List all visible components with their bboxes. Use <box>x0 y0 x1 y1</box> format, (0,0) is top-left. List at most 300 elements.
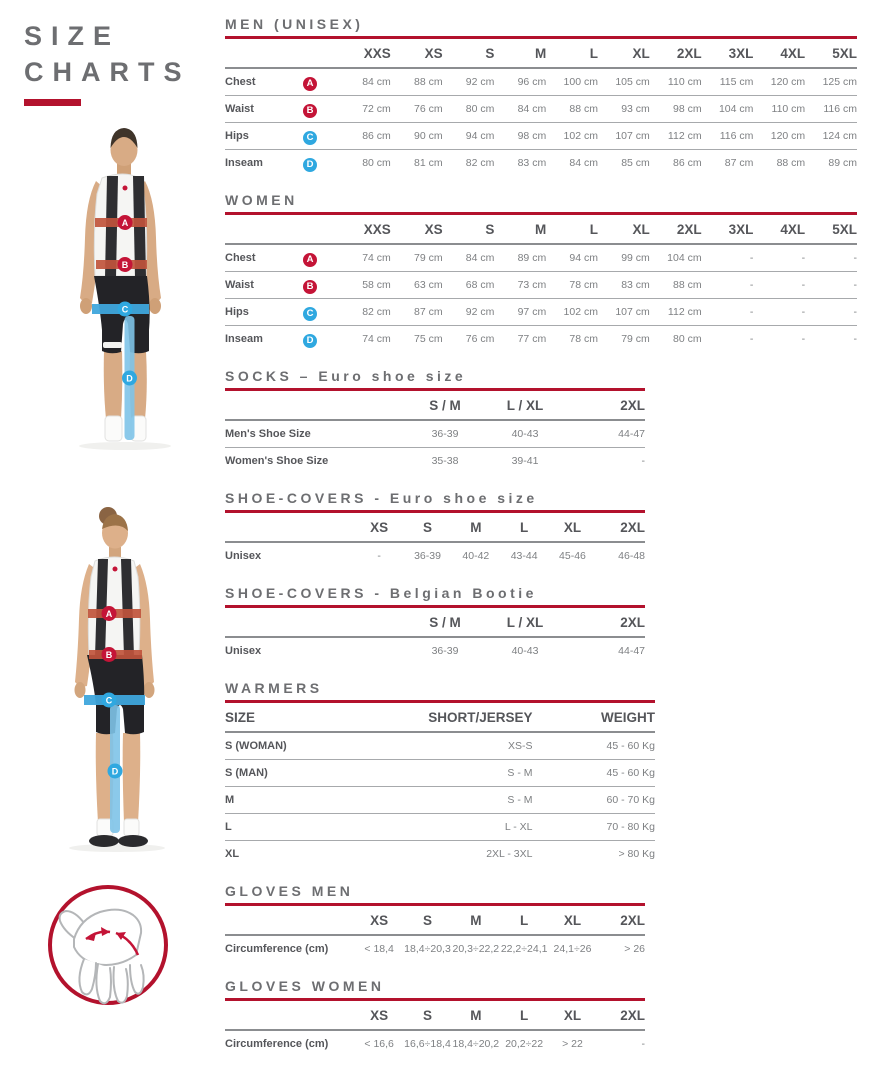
figure-left-sock <box>105 416 122 441</box>
value-cell: 58 cm <box>339 272 391 299</box>
value-cell: 90 cm <box>391 123 443 150</box>
column-header-m: M <box>452 907 500 935</box>
value-cell: 104 cm <box>650 244 702 272</box>
value-cell: 80 cm <box>672 333 702 345</box>
figure-shadow <box>79 442 171 450</box>
section-title-gloves-women: GLOVES WOMEN <box>225 978 385 994</box>
value-cell: 94 cm <box>546 244 598 272</box>
column-header-xl: XL <box>548 1002 596 1030</box>
column-header-label <box>225 216 303 244</box>
column-header-xl: XL <box>548 907 596 935</box>
row-label: S (MAN) <box>225 760 410 787</box>
column-header-l: L <box>546 216 598 244</box>
column-header-s-m: S / M <box>405 392 485 420</box>
value-cell: 112 cm <box>650 299 702 326</box>
row-label: Inseam <box>225 333 263 345</box>
value-cell: 46-48 <box>618 550 645 562</box>
table-row <box>225 760 655 787</box>
value-cell: 93 cm <box>598 96 650 123</box>
column-header-l-xl: L / XL <box>485 609 565 637</box>
row-label: XL <box>225 848 240 860</box>
header-row <box>225 514 645 542</box>
value-cell: - <box>702 299 754 326</box>
value-cell: 44-47 <box>565 420 645 448</box>
table-row <box>225 96 857 123</box>
section-shoecovers-euro <box>225 490 645 569</box>
value-cell: 87 cm <box>724 157 754 169</box>
value-cell: 94 cm <box>443 123 495 150</box>
figure-left-leg <box>104 351 123 419</box>
column-header-2xl: 2XL <box>597 1002 645 1030</box>
header-row <box>225 392 645 420</box>
value-cell: L - XL <box>410 814 533 841</box>
value-cell: 105 cm <box>598 68 650 96</box>
row-label: Circumference (cm) <box>225 1038 329 1050</box>
value-cell: 39-41 <box>511 455 539 467</box>
column-header-s: S <box>403 1002 451 1030</box>
figure-right-hand <box>149 298 161 314</box>
value-cell: 40-43 <box>511 645 539 657</box>
table-row <box>225 732 655 760</box>
section-men <box>225 16 857 176</box>
value-cell: 97 cm <box>494 299 546 326</box>
measure-badge-a-icon: A <box>303 253 317 267</box>
row-label: M <box>225 787 410 814</box>
value-cell: > 80 Kg <box>618 848 655 860</box>
column-header-label <box>225 514 355 542</box>
value-cell: 24,1÷26 <box>553 943 592 955</box>
column-header-s: S <box>403 514 451 542</box>
value-cell: - <box>641 455 645 467</box>
hand-finger-4 <box>130 965 144 994</box>
value-cell: - <box>753 244 805 272</box>
row-label: Chest <box>225 244 303 272</box>
row-label: Circumference (cm) <box>225 943 329 955</box>
row-label: Inseam <box>225 157 263 169</box>
section-rule <box>225 998 645 1001</box>
value-cell: 76 cm <box>391 96 443 123</box>
value-cell: 74 cm <box>362 333 391 345</box>
value-cell: 85 cm <box>621 157 650 169</box>
figure-right-leg <box>123 733 141 823</box>
value-cell: 18,4÷20,3 <box>404 943 451 955</box>
value-cell: 20,2÷22 <box>505 1038 544 1050</box>
header-row <box>225 216 857 244</box>
table-row <box>225 420 645 448</box>
column-header-label <box>225 40 303 68</box>
column-header-l: L <box>500 514 548 542</box>
size-table-gloves-men <box>225 907 645 962</box>
column-header-3xl: 3XL <box>702 216 754 244</box>
value-cell: 78 cm <box>569 333 598 345</box>
value-cell: 100 cm <box>546 68 598 96</box>
figure-right-shoe <box>118 835 148 847</box>
value-cell: 88 cm <box>546 96 598 123</box>
row-label: Unisex <box>225 550 262 562</box>
column-header-2xl: 2XL <box>597 907 645 935</box>
column-header-xl: XL <box>598 40 650 68</box>
value-cell: 92 cm <box>443 68 495 96</box>
value-cell: 2XL - 3XL <box>486 848 533 860</box>
table-row <box>225 272 857 299</box>
value-cell: 115 cm <box>702 68 754 96</box>
value-cell: 84 cm <box>443 244 495 272</box>
section-gloves-men <box>225 883 645 962</box>
value-cell: 84 cm <box>339 68 391 96</box>
measure-badge-d-icon: D <box>303 158 317 172</box>
column-header-m: M <box>452 514 500 542</box>
value-cell: 80 cm <box>362 157 391 169</box>
value-cell: 99 cm <box>598 244 650 272</box>
value-cell: < 16,6 <box>364 1038 394 1050</box>
figure-neck <box>109 547 121 558</box>
value-cell: 78 cm <box>546 272 598 299</box>
value-cell: 60 - 70 Kg <box>533 787 656 814</box>
row-label: Men's Shoe Size <box>225 420 405 448</box>
section-title-men: MEN (UNISEX) <box>225 16 364 32</box>
column-header-s: S <box>403 907 451 935</box>
size-table-shoecovers-euro <box>225 514 645 569</box>
column-header-l: L <box>546 40 598 68</box>
value-cell: 43-44 <box>510 550 538 562</box>
figure-badge-a-label: A <box>105 608 113 619</box>
value-cell: 79 cm <box>621 333 650 345</box>
section-warmers <box>225 680 655 867</box>
badge-cell <box>303 96 339 123</box>
value-cell: 88 cm <box>776 157 806 169</box>
column-header-l: L <box>500 907 548 935</box>
left-sidebar <box>24 18 219 777</box>
table-row <box>225 542 645 569</box>
section-title-shoecovers-euro: SHOE-COVERS - Euro shoe size <box>225 490 538 506</box>
value-cell: - <box>702 244 754 272</box>
page-title-line2: CHARTS <box>24 57 191 87</box>
value-cell: - <box>377 550 381 562</box>
value-cell: 84 cm <box>569 157 598 169</box>
figure-right-sock <box>124 819 139 836</box>
value-cell: 110 cm <box>650 68 702 96</box>
value-cell: 70 - 80 Kg <box>533 814 656 841</box>
value-cell: 75 cm <box>414 333 443 345</box>
column-header-xs: XS <box>391 40 443 68</box>
value-cell: 18,4÷20,2 <box>452 1038 500 1050</box>
section-title-warmers: WARMERS <box>225 680 323 696</box>
value-cell: 96 cm <box>494 68 546 96</box>
column-header-label <box>225 392 405 420</box>
value-cell: 40-42 <box>462 550 490 562</box>
size-table-warmers <box>225 704 655 867</box>
column-header-short-jersey: SHORT/JERSEY <box>410 704 533 732</box>
value-cell: - <box>805 244 857 272</box>
column-header-2xl: 2XL <box>597 514 645 542</box>
table-row <box>225 244 857 272</box>
row-label: L <box>225 814 410 841</box>
value-cell: 107 cm <box>598 123 650 150</box>
value-cell: 82 cm <box>465 157 495 169</box>
section-title-gloves-men: GLOVES MEN <box>225 883 354 899</box>
male-figure-illustration <box>28 118 218 453</box>
column-header-s: S <box>443 216 495 244</box>
hand-finger-1 <box>79 959 96 994</box>
column-header-2xl: 2XL <box>650 216 702 244</box>
value-cell: 36-39 <box>431 645 459 657</box>
row-label: Women's Shoe Size <box>225 455 329 467</box>
column-header-2xl: 2XL <box>565 392 645 420</box>
section-title-socks: SOCKS – Euro shoe size <box>225 368 467 384</box>
value-cell: 45 - 60 Kg <box>533 760 656 787</box>
size-tables-column <box>225 16 857 1073</box>
value-cell: 102 cm <box>546 123 598 150</box>
column-header-weight: WEIGHT <box>533 704 656 732</box>
header-row <box>225 40 857 68</box>
jersey-logo-icon <box>123 186 128 191</box>
female-figure-illustration <box>24 503 209 855</box>
measure-badge-c-icon: C <box>303 131 317 145</box>
value-cell: 77 cm <box>517 333 547 345</box>
badge-cell <box>303 299 339 326</box>
value-cell: > 22 <box>562 1038 583 1050</box>
value-cell: 86 cm <box>339 123 391 150</box>
value-cell: 84 cm <box>494 96 546 123</box>
value-cell: 80 cm <box>443 96 495 123</box>
size-table-men <box>225 40 857 176</box>
column-header-label: SIZE <box>225 704 410 732</box>
value-cell: 116 cm <box>805 96 857 123</box>
column-header-4xl: 4XL <box>753 40 805 68</box>
value-cell: - <box>805 272 857 299</box>
figure-badge-a-label: A <box>121 217 129 228</box>
value-cell: - <box>853 333 857 345</box>
column-header-xs: XS <box>355 1002 403 1030</box>
shorts-hem-band <box>103 342 122 348</box>
figure-left-shoe <box>89 835 119 847</box>
column-header-l: L <box>500 1002 548 1030</box>
value-cell: - <box>641 1038 645 1050</box>
value-cell: 68 cm <box>443 272 495 299</box>
figure-badge-d-label: D <box>111 766 119 777</box>
badge-cell <box>303 326 339 353</box>
figure-right-hand <box>144 682 155 698</box>
section-rule <box>225 903 645 906</box>
column-header-5xl: 5XL <box>805 216 857 244</box>
badge-cell <box>303 272 339 299</box>
value-cell: 40-43 <box>485 420 565 448</box>
value-cell: 16,6÷18,4 <box>404 1038 451 1050</box>
column-header-l-xl: L / XL <box>485 392 565 420</box>
value-cell: 72 cm <box>339 96 391 123</box>
value-cell: - <box>801 333 806 345</box>
measure-badge-b-icon: B <box>303 280 317 294</box>
value-cell: S - M <box>410 760 533 787</box>
column-header-xs: XS <box>391 216 443 244</box>
value-cell: 20,3÷22,2 <box>452 943 500 955</box>
value-cell: 88 cm <box>650 272 702 299</box>
figure-shadow <box>69 844 165 852</box>
header-row <box>225 609 645 637</box>
value-cell: > 26 <box>624 943 645 955</box>
value-cell: - <box>753 272 805 299</box>
value-cell: 98 cm <box>650 96 702 123</box>
value-cell: 82 cm <box>339 299 391 326</box>
table-row <box>225 150 857 177</box>
glove-measurement-icon <box>38 875 178 1020</box>
section-rule <box>225 605 645 608</box>
value-cell: 120 cm <box>753 123 805 150</box>
value-cell: 92 cm <box>443 299 495 326</box>
column-header-4xl: 4XL <box>753 216 805 244</box>
size-table-gloves-women <box>225 1002 645 1057</box>
value-cell: 45-46 <box>559 550 586 562</box>
header-row <box>225 704 655 732</box>
header-row <box>225 1002 645 1030</box>
column-header-xs: XS <box>355 514 403 542</box>
value-cell: 88 cm <box>391 68 443 96</box>
measure-badge-d-icon: D <box>303 334 317 348</box>
hand-palm <box>74 910 141 965</box>
value-cell: 76 cm <box>465 333 495 345</box>
column-header-xxs: XXS <box>339 40 391 68</box>
section-rule <box>225 700 655 703</box>
value-cell: - <box>753 299 805 326</box>
column-header-spacer <box>303 40 339 68</box>
figure-left-hand <box>75 682 86 698</box>
value-cell: 83 cm <box>598 272 650 299</box>
jersey-logo-icon <box>113 567 118 572</box>
column-header-5xl: 5XL <box>805 40 857 68</box>
figure-badge-b-label: B <box>121 259 129 270</box>
value-cell: 86 cm <box>672 157 702 169</box>
size-table-shoecovers-belgian <box>225 609 645 664</box>
size-table-women <box>225 216 857 352</box>
page-title-line1: SIZE <box>24 21 121 51</box>
measure-badge-b-icon: B <box>303 104 317 118</box>
badge-cell <box>303 244 339 272</box>
column-header-label <box>225 1002 355 1030</box>
figure-badge-d-label: D <box>126 373 133 384</box>
value-cell: XS-S <box>410 732 533 760</box>
table-row <box>225 1030 645 1057</box>
value-cell: 36-39 <box>414 550 441 562</box>
column-header-m: M <box>452 1002 500 1030</box>
figure-badge-c-label: C <box>105 695 113 706</box>
figure-left-hand <box>80 298 92 314</box>
figure-badge-c-label: C <box>121 304 129 315</box>
section-shoecovers-belgian <box>225 585 645 664</box>
value-cell: 116 cm <box>702 123 754 150</box>
value-cell: 22,2÷24,1 <box>500 943 548 955</box>
value-cell: - <box>702 272 754 299</box>
section-rule <box>225 212 857 215</box>
value-cell: 124 cm <box>805 123 857 150</box>
column-header-2xl: 2XL <box>650 40 702 68</box>
value-cell: 89 cm <box>494 244 546 272</box>
table-row <box>225 68 857 96</box>
value-cell: 79 cm <box>391 244 443 272</box>
table-row <box>225 637 645 664</box>
column-header-s: S <box>443 40 495 68</box>
row-label: Chest <box>225 68 303 96</box>
value-cell: 102 cm <box>546 299 598 326</box>
value-cell: 104 cm <box>702 96 754 123</box>
value-cell: 107 cm <box>598 299 650 326</box>
badge-cell <box>303 68 339 96</box>
measure-badge-c-icon: C <box>303 307 317 321</box>
value-cell: S - M <box>410 787 533 814</box>
value-cell: - <box>805 299 857 326</box>
table-row <box>225 448 645 475</box>
column-header-xl: XL <box>598 216 650 244</box>
table-row <box>225 935 645 962</box>
column-header-m: M <box>494 40 546 68</box>
title-underline <box>24 99 81 106</box>
value-cell: 73 cm <box>494 272 546 299</box>
value-cell: 45 - 60 Kg <box>533 732 656 760</box>
column-header-spacer <box>303 216 339 244</box>
column-header-xxs: XXS <box>339 216 391 244</box>
column-header-xl: XL <box>548 514 596 542</box>
table-row <box>225 814 655 841</box>
value-cell: - <box>749 333 754 345</box>
value-cell: 44-47 <box>618 645 645 657</box>
value-cell: 35-38 <box>431 455 459 467</box>
section-rule <box>225 36 857 39</box>
section-title-women: WOMEN <box>225 192 298 208</box>
table-row <box>225 299 857 326</box>
section-rule <box>225 510 645 513</box>
size-table-socks <box>225 392 645 474</box>
hand-finger-3 <box>114 967 128 1003</box>
figure-badge-b-label: B <box>105 649 113 660</box>
column-header-2xl: 2XL <box>565 609 645 637</box>
column-header-s-m: S / M <box>405 609 485 637</box>
value-cell: 112 cm <box>650 123 702 150</box>
row-label: S (WOMAN) <box>225 732 410 760</box>
page-title <box>24 18 219 90</box>
section-rule <box>225 388 645 391</box>
section-title-shoecovers-belgian: SHOE-COVERS - Belgian Bootie <box>225 585 537 601</box>
column-header-label <box>225 609 405 637</box>
value-cell: 120 cm <box>753 68 805 96</box>
value-cell: < 18,4 <box>364 943 394 955</box>
section-gloves-women <box>225 978 645 1057</box>
value-cell: 36-39 <box>405 420 485 448</box>
row-label: Waist <box>225 96 303 123</box>
value-cell: 110 cm <box>753 96 805 123</box>
header-row <box>225 907 645 935</box>
row-label: Unisex <box>225 645 262 657</box>
table-row <box>225 841 655 868</box>
value-cell: 83 cm <box>517 157 547 169</box>
value-cell: 74 cm <box>339 244 391 272</box>
value-cell: 81 cm <box>414 157 443 169</box>
row-label: Hips <box>225 299 303 326</box>
table-row <box>225 123 857 150</box>
table-row <box>225 326 857 353</box>
section-socks <box>225 368 645 474</box>
value-cell: 125 cm <box>805 68 857 96</box>
value-cell: 89 cm <box>828 157 857 169</box>
table-row <box>225 787 655 814</box>
section-women <box>225 192 857 352</box>
badge-cell <box>303 150 339 177</box>
row-label: Hips <box>225 123 303 150</box>
badge-cell <box>303 123 339 150</box>
hand-finger-2 <box>96 964 111 1003</box>
value-cell: 63 cm <box>391 272 443 299</box>
row-label: Waist <box>225 272 303 299</box>
column-header-3xl: 3XL <box>702 40 754 68</box>
column-header-label <box>225 907 355 935</box>
